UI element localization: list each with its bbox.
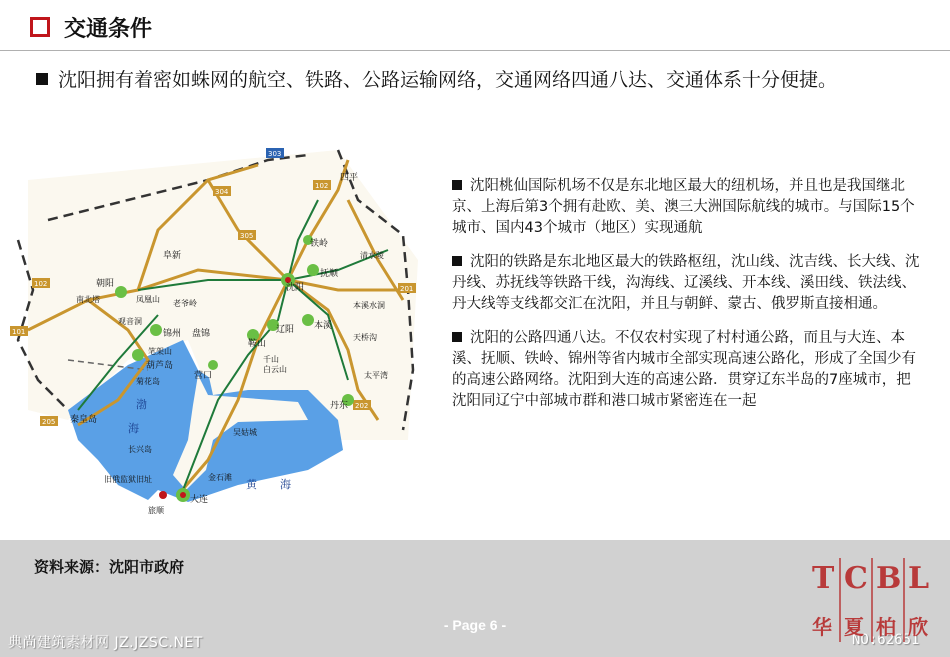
svg-text:白云山: 白云山 bbox=[263, 365, 287, 374]
svg-text:盘锦: 盘锦 bbox=[192, 329, 211, 339]
svg-text:菊花岛: 菊花岛 bbox=[136, 377, 160, 386]
svg-text:金石滩: 金石滩 bbox=[208, 473, 232, 482]
svg-text:长兴岛: 长兴岛 bbox=[128, 445, 152, 454]
svg-text:四平: 四平 bbox=[340, 173, 359, 183]
svg-text:葫芦岛: 葫芦岛 bbox=[146, 361, 174, 371]
svg-text:渤: 渤 bbox=[136, 398, 147, 411]
svg-text:本溪水洞: 本溪水洞 bbox=[353, 301, 385, 310]
bullet-square-icon bbox=[452, 180, 462, 190]
svg-text:303: 303 bbox=[268, 150, 282, 158]
svg-text:海: 海 bbox=[280, 478, 291, 491]
bullet-text: 沈阳的铁路是东北地区最大的铁路枢纽，沈山线、沈吉线、长大线、沈丹线、苏抚线等铁路干线，沟海线、辽溪线、开本线、溪田线、铁法线、丹大线等支线都交汇在沈阳，并且与朝鲜、蒙古、俄罗斯直接相通。 bbox=[452, 254, 920, 312]
svg-text:202: 202 bbox=[355, 402, 369, 410]
svg-text:夏: 夏 bbox=[844, 615, 864, 639]
page-title: 交通条件 bbox=[64, 17, 153, 42]
svg-text:南北塔: 南北塔 bbox=[76, 295, 100, 304]
svg-text:L: L bbox=[908, 561, 930, 596]
svg-text:清水陵: 清水陵 bbox=[360, 251, 384, 260]
svg-text:凤凰山: 凤凰山 bbox=[136, 295, 160, 304]
svg-text:大连: 大连 bbox=[190, 495, 209, 505]
svg-text:C: C bbox=[844, 561, 868, 596]
intro-text: 沈阳拥有着密如蛛网的航空、铁路、公路运输网络，交通网络四通八达、交通体系十分便捷。 bbox=[58, 69, 838, 91]
svg-text:沈阳: 沈阳 bbox=[286, 283, 305, 293]
svg-text:102: 102 bbox=[34, 280, 48, 288]
bullet-square-icon bbox=[452, 256, 462, 266]
svg-text:旅顺: 旅顺 bbox=[148, 506, 164, 515]
detail-bullets bbox=[452, 176, 922, 425]
svg-text:鞍山: 鞍山 bbox=[248, 339, 267, 349]
svg-text:朝阳: 朝阳 bbox=[96, 279, 115, 289]
bullet-square-icon bbox=[36, 73, 48, 85]
svg-text:太平湾: 太平湾 bbox=[364, 371, 388, 380]
svg-text:海: 海 bbox=[128, 422, 139, 435]
bullet-highway bbox=[452, 328, 922, 412]
title-square-icon bbox=[30, 17, 50, 37]
svg-text:205: 205 bbox=[42, 418, 56, 426]
watermark-right: NO:62651 bbox=[852, 632, 920, 648]
svg-text:305: 305 bbox=[240, 232, 254, 240]
svg-text:华: 华 bbox=[812, 615, 832, 639]
bullet-railway bbox=[452, 252, 922, 315]
title-divider bbox=[0, 50, 950, 51]
svg-text:观音洞: 观音洞 bbox=[118, 317, 142, 326]
bullet-airport bbox=[452, 176, 922, 239]
page-number: - Page 6 - bbox=[443, 617, 507, 633]
svg-text:天桥沟: 天桥沟 bbox=[353, 333, 377, 342]
bullet-square-icon bbox=[452, 332, 462, 342]
source-note: 资料来源：沈阳市政府 bbox=[34, 558, 185, 576]
svg-text:千山: 千山 bbox=[263, 355, 279, 364]
svg-text:102: 102 bbox=[315, 182, 329, 190]
svg-text:丹东: 丹东 bbox=[330, 401, 349, 411]
svg-text:吴姑城: 吴姑城 bbox=[233, 428, 257, 437]
svg-text:101: 101 bbox=[12, 328, 26, 336]
svg-text:老爷岭: 老爷岭 bbox=[173, 299, 197, 308]
svg-text:锦州: 锦州 bbox=[163, 329, 182, 339]
svg-text:旧俄监狱旧址: 旧俄监狱旧址 bbox=[104, 475, 152, 484]
svg-text:304: 304 bbox=[215, 188, 229, 196]
svg-text:辽阳: 辽阳 bbox=[276, 325, 295, 335]
svg-text:201: 201 bbox=[400, 285, 414, 293]
svg-text:B: B bbox=[876, 561, 902, 596]
watermark-left: 典尚建筑素材网 JZ.JZSC.NET bbox=[8, 635, 203, 651]
svg-text:秦皇岛: 秦皇岛 bbox=[70, 415, 98, 425]
svg-text:柏: 柏 bbox=[876, 615, 896, 639]
svg-text:欣: 欣 bbox=[908, 615, 928, 639]
svg-text:营口: 营口 bbox=[194, 371, 213, 381]
bullet-text: 沈阳桃仙国际机场不仅是东北地区最大的纽机场，并且也是我国继北京、上海后第3个拥有赴欧、美、澳三大洲国际航线的城市。与国际15个城市、国内43个城市（地区）实现通航 bbox=[452, 178, 915, 236]
bullet-text: 沈阳的公路四通八达。不仅农村实现了村村通公路，而且与大连、本溪、抚顺、铁岭、锦州等省内城市全部实现高速公路化，形成了全国少有的高速公路网络。沈阳到大连的高速公路．贯穿辽东半岛的7座城市，把沈阳同辽宁中部城市群和港口城市紧密连在一起 bbox=[452, 330, 916, 409]
svg-text:阜新: 阜新 bbox=[163, 251, 182, 261]
svg-text:黄: 黄 bbox=[246, 478, 257, 491]
liaoning-transport-map bbox=[8, 140, 428, 522]
intro-paragraph bbox=[36, 66, 896, 94]
tcbl-logo bbox=[806, 554, 936, 646]
svg-text:铁岭: 铁岭 bbox=[310, 239, 329, 249]
svg-text:笔架山: 笔架山 bbox=[148, 347, 172, 356]
svg-text:抚顺: 抚顺 bbox=[320, 269, 339, 279]
svg-text:本溪: 本溪 bbox=[314, 321, 333, 331]
svg-text:T: T bbox=[812, 561, 835, 596]
title-bar bbox=[0, 0, 950, 52]
